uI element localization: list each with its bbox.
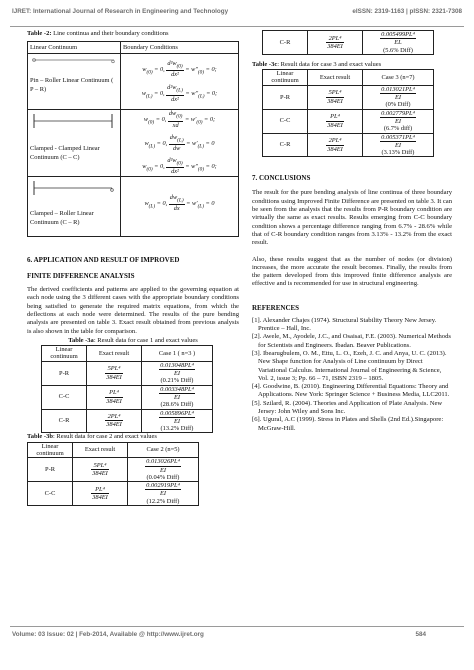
- reference-item: [1]. Alexander Chajes (1974). Structural Stability Theory New Jersey. Prentice – Hall, Inc.: [252, 316, 437, 333]
- table3b-continued: [262, 30, 434, 55]
- table2-cc-conditions: $w_{(0)} = 0$, $\frac{dw_{(0)}}{xd}$ = $w'_{(0)} = 0$; $w_{(L)} = 0$, $\frac{dw_{(L)}}{dw}$ = $w'_{(L)} = 0$ $w_{(0)} = 0$, $\frac{d^2w_{(0)}}{\text{dx²}}$ = $w''_{(0)} = 0$;: [121, 110, 239, 177]
- table3c-header: Exact result: [308, 70, 363, 86]
- table-row: P-R $\frac{\text{5PL⁴}}{384EI}$ $\frac{\text{0.013048PL⁴}}{EI}$ (0.21% Diff): [42, 361, 213, 385]
- section7-title: 7. CONCLUSIONS: [252, 174, 311, 183]
- page-number: 584: [415, 631, 426, 638]
- reference-item: [5]. Szilard, R. (2004). Theories and Application of Plate Analysis. New Jersey: John Wiley and Sons Inc.: [252, 399, 443, 415]
- table3c-header: Case 3 (n=7): [363, 70, 434, 86]
- table-row: C-C $\frac{\text{PL⁴}}{384EI}$ $\frac{\text{0.002779PL⁴}}{EI}$ (6.7% diff): [263, 109, 434, 133]
- section7-paragraph-1: The result for the pure bending analysis of line continua of three boundary conditions using Improved Finite Difference are presented on table 3. It can be seen from the analysis that the results from P-R boundary condition are virtually the same as exact results. Results emerging from C-C boundary condition shows a percentage difference ranging from 6.7% - 28.6% while that of C-R boundary condition ranges from 3.13% - 13.2% from the exact result.: [252, 189, 452, 247]
- table3c-caption: Table -3c: Result data for case 3 and exact values: [252, 60, 382, 68]
- pin-roller-beam-icon: [30, 54, 116, 70]
- table3a: [41, 345, 213, 433]
- page-header: [10, 4, 464, 27]
- table-row: P-R $\frac{\text{5PL⁴}}{384EI}$ $\frac{\text{0.013021PL⁴}}{EI}$ (0% Diff): [263, 85, 434, 109]
- table2-header-continuum: Linear Continuum: [28, 42, 121, 54]
- table2: [27, 41, 239, 237]
- page-footer: [10, 626, 464, 638]
- table2-row: [28, 110, 239, 177]
- table2-pr-name: Pin – Roller Linear Continuum ( P – R): [30, 77, 114, 94]
- table3b-header: Linear continuum: [28, 442, 73, 458]
- table2-cc-name: Clamped - Clamped Linear Continuum (C – C): [30, 145, 100, 162]
- table3a-header: Linear continuum: [42, 346, 87, 362]
- table3a-header: Exact result: [87, 346, 142, 362]
- table2-cr-name: Clamped – Roller Linear Continuum (C – R): [30, 210, 94, 227]
- table-row: C-C $\frac{\text{PL⁴}}{384EI}$ $\frac{\text{0.002919PL⁴}}{EI}$ (12.2% Diff): [28, 482, 199, 506]
- issn: eISSN: 2319-1163 | pISSN: 2321-7308: [352, 8, 462, 15]
- table3b: [27, 442, 199, 506]
- table2-header-bc: Boundary Conditions: [121, 42, 239, 54]
- left-column: [27, 30, 239, 506]
- table-row: C-R $\frac{\text{2PL⁴}}{384EI}$ $\frac{\text{0.005896PL⁴}}{EI}$ (13.2% Diff): [42, 409, 213, 433]
- reference-item: [4]. Goodwine, B. (2010). Engineering Differential Equations: Theory and Applications. New York: Springer Science + Business Media, LLC2011.: [252, 383, 450, 399]
- volume-info: Volume: 03 Issue: 02 | Feb-2014, Available @ http://www.ijret.org: [12, 631, 204, 638]
- section6-paragraph: The derived coefficients and patterns are applied to the governing equation at each node using the 3 different cases with the appropriate boundary conditions being satisfied to generate the required matrix equations, from which the deflections at each node were determined. The results of the pure bending analysis are presented on table 3. Exact result obtained from previous analysis is also shown in the table for comparison.: [27, 286, 239, 335]
- table3a-header: Case 1 ( n=3 ): [142, 346, 213, 362]
- table2-row: [28, 177, 239, 237]
- table3b-header: Case 2 (n=5): [128, 442, 199, 458]
- table3a-caption: Table -3a: Result data for case 1 and exact values: [68, 336, 198, 344]
- reference-item: [2]. Awele, M., Ayodele, J.C., and Osaisai, F.E. (2003). Numerical Methods for Scientists and Engineers. Ibadan. Beaver Publications.: [252, 333, 451, 349]
- right-column: [252, 30, 452, 433]
- clamped-clamped-beam-icon: [30, 110, 116, 132]
- clamped-roller-beam-icon: [30, 177, 116, 199]
- table2-pr-conditions: $w_{(0)} = 0$, $\frac{d^2w_{(0)}}{\text{dx²}}$ = $w''_{(0)} = 0$; $w_{(L)} = 0$, $\frac{d^2w_{(L)}}{\text{dx²}}$ = $w''_{(L)} = 0$;: [121, 54, 239, 110]
- table3b-header: Exact result: [73, 442, 128, 458]
- table-row: C-R $\frac{\text{2PL⁴}}{384EI}$ $\frac{\text{0.005371PL⁴}}{EI}$ (3.13% Diff): [263, 133, 434, 157]
- table3c-header: Linear continuum: [263, 70, 308, 86]
- journal-name: IJRET: International Journal of Research in Engineering and Technology: [12, 8, 229, 15]
- table2-row: [28, 54, 239, 110]
- table-row: P-R $\frac{\text{5PL⁴}}{384EI}$ $\frac{\text{0.013026PL⁴}}{EI}$ (0.04% Diff): [28, 458, 199, 482]
- section7-paragraph-2: Also, these results suggest that as the number of nodes (or division) increases, the more accurate the result becomes. Finally, the results from the pattern developed from this improved finite difference analysis are effective and is recommended for use in structural engineering.: [252, 255, 452, 288]
- section6-title: 6. APPLICATION AND RESULT OF IMPROVED FINITE DIFFERENCE ANALYSIS: [27, 256, 180, 281]
- references-list: [252, 317, 452, 433]
- reference-item: [6]. Ugural, A.C (1999). Stress in Plates and Shells (2nd Ed.).Singapore: McGraw-Hill.: [252, 416, 444, 432]
- table3c: [262, 69, 434, 157]
- table2-caption: Table -2: Line continua and their boundary conditions: [27, 30, 169, 37]
- table2-cr-conditions: $w_{(L)} = 0$, $\frac{dw_{(L)}}{dx}$ = $w'_{(L)} = 0$: [121, 177, 239, 237]
- table-row: C-C $\frac{\text{PL⁴}}{384EI}$ $\frac{\text{0.003348PL⁴}}{EI}$ (28.6% Diff): [42, 385, 213, 409]
- table3b-caption: Table -3b: Result data for case 2 and exact values: [27, 433, 157, 441]
- references-title: REFERENCES: [252, 303, 300, 312]
- table-row: C-R $\frac{\text{2PL⁴}}{384EI}$ $\frac{\text{0.005499PL⁴}}{EL}$ (5.6% Diff): [263, 31, 434, 55]
- reference-item: [3]. Ibearugbulem, O. M., Ettu, L. O., Ezeh, J. C. and Anya, U. C. (2013). New Shape function for Analysis of Line continuum by Direct Variational Calculus. International Journal of Engineering & Science, Vol. 2, issue 3; Pp. 66 – 71, ISBN 2319 – 1805.: [252, 349, 447, 382]
